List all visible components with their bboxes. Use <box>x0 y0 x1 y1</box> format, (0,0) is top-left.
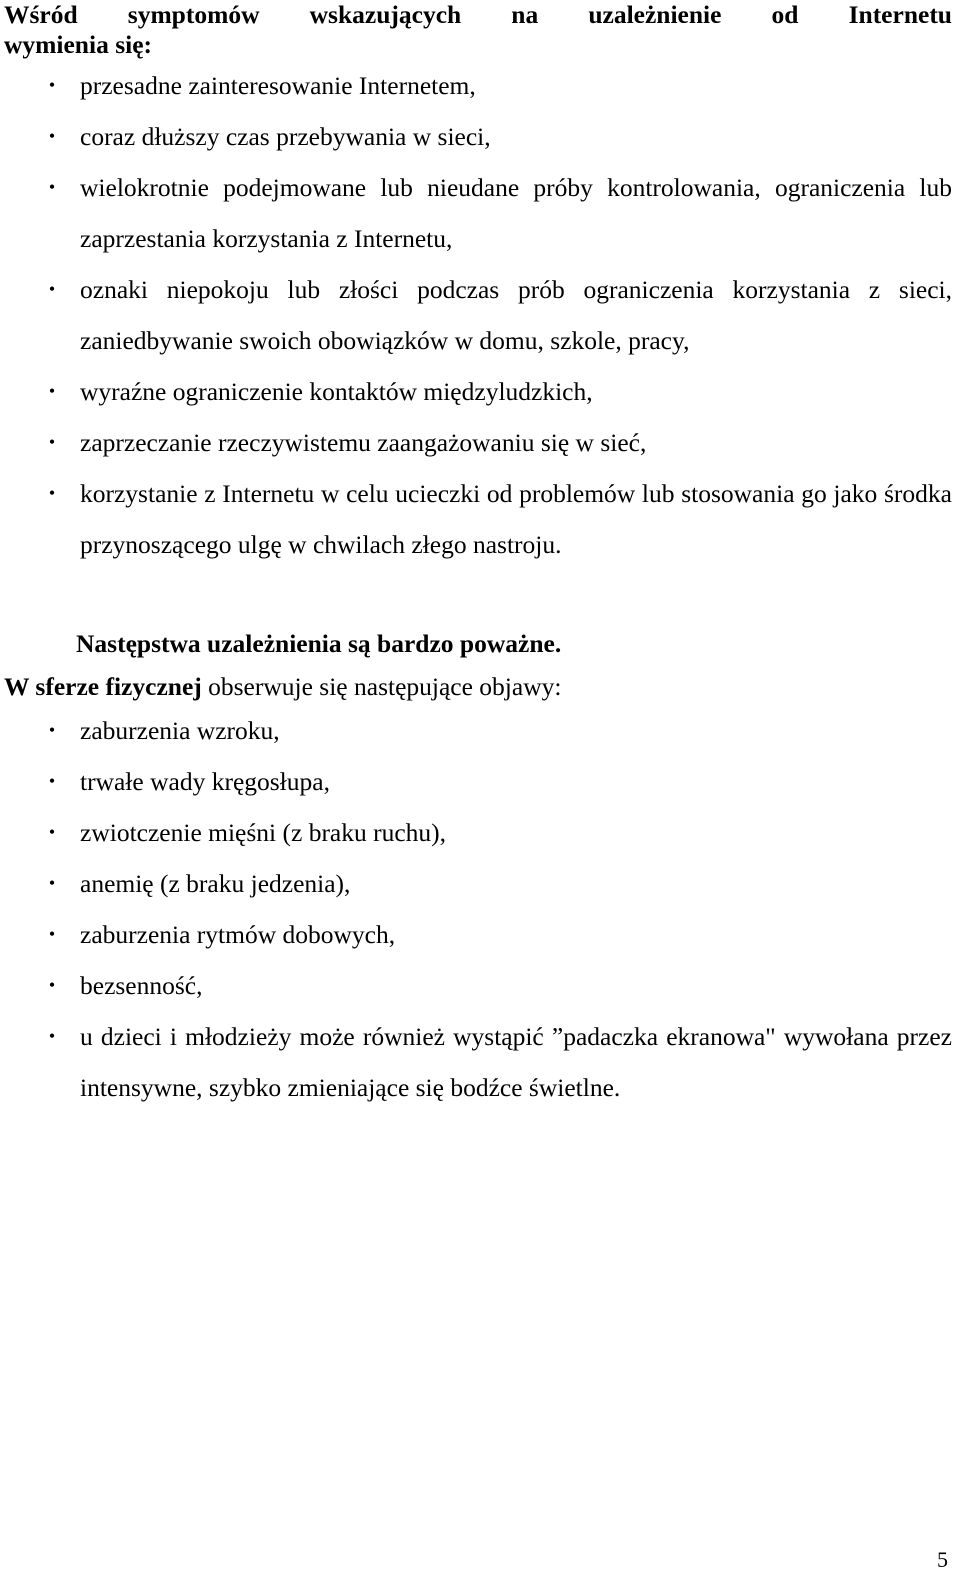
list-item-text: u dzieci i młodzieży może również wystąpić ˮpadaczka ekranowa" wywołana przez intensywne, szybko zmieniające się bodźce świetlne. <box>80 1022 952 1102</box>
bullet-icon: • <box>48 975 56 995</box>
list-item <box>4 264 952 366</box>
consequences-heading: Następstwa uzależnienia są bardzo poważne. <box>76 629 562 658</box>
list-item-text: wielokrotnie podejmowane lub nieudane próby kontrolowania, ograniczenia lub zaprzestania korzystania z Internetu, <box>80 173 952 253</box>
list-item-text: trwałe wady kręgosłupa, <box>80 767 330 796</box>
list-item <box>4 111 952 162</box>
list-item-text: zaburzenia wzroku, <box>80 716 280 745</box>
bullet-icon: • <box>48 720 56 740</box>
list-item-text: zaprzeczanie rzeczywistemu zaangażowaniu się w sieć, <box>80 428 647 457</box>
bullet-icon: • <box>48 126 56 146</box>
list-item <box>4 756 952 807</box>
list-item-text: wyraźne ograniczenie kontaktów międzyludzkich, <box>80 377 593 406</box>
list-item <box>4 807 952 858</box>
bullet-icon: • <box>48 483 56 503</box>
bullet-icon: • <box>48 432 56 452</box>
bullet-icon: • <box>48 822 56 842</box>
list-item <box>4 909 952 960</box>
list-item-text: oznaki niepokoju lub złości podczas prób ograniczenia korzystania z sieci, zaniedbywanie swoich obowiązków w domu, szkole, pracy, <box>80 275 952 355</box>
bullet-icon: • <box>48 771 56 791</box>
physical-sphere-intro <box>4 669 952 705</box>
list-item-text: zwiotczenie mięśni (z braku ruchu), <box>80 818 447 847</box>
bullet-icon: • <box>48 924 56 944</box>
list-item <box>4 960 952 1011</box>
list-item <box>4 705 952 756</box>
bullet-icon: • <box>48 873 56 893</box>
list-item <box>4 1011 952 1113</box>
page-number: 5 <box>937 1547 948 1572</box>
list-item <box>4 468 952 570</box>
intro-line-2: wymienia się: <box>4 30 153 59</box>
list-item <box>4 366 952 417</box>
list-item-text: przesadne zainteresowanie Internetem, <box>80 71 476 100</box>
list-item <box>4 858 952 909</box>
list-item-text: anemię (z braku jedzenia), <box>80 869 351 898</box>
document-page <box>4 0 952 1113</box>
intro-paragraph <box>4 0 952 60</box>
list-item-text: zaburzenia rytmów dobowych, <box>80 920 396 949</box>
list-item <box>4 162 952 264</box>
physical-sphere-bold: W sferze fizycznej <box>4 672 202 701</box>
intro-line-1: Wśród symptomów wskazujących na uzależnienie od Internetu <box>4 0 952 29</box>
physical-sphere-rest: obserwuje się następujące objawy: <box>201 672 562 701</box>
physical-effects-list <box>4 705 952 1113</box>
bullet-icon: • <box>48 279 56 299</box>
list-item-text: bezsenność, <box>80 971 203 1000</box>
symptoms-list <box>4 60 952 570</box>
list-item <box>4 417 952 468</box>
bullet-icon: • <box>48 75 56 95</box>
list-item <box>4 60 952 111</box>
bullet-icon: • <box>48 1026 56 1046</box>
list-item-text: korzystanie z Internetu w celu ucieczki od problemów lub stosowania go jako środka przynoszącego ulgę w chwilach złego nastroju. <box>80 479 952 559</box>
bullet-icon: • <box>48 177 56 197</box>
bullet-icon: • <box>48 381 56 401</box>
list-item-text: coraz dłuższy czas przebywania w sieci, <box>80 122 491 151</box>
